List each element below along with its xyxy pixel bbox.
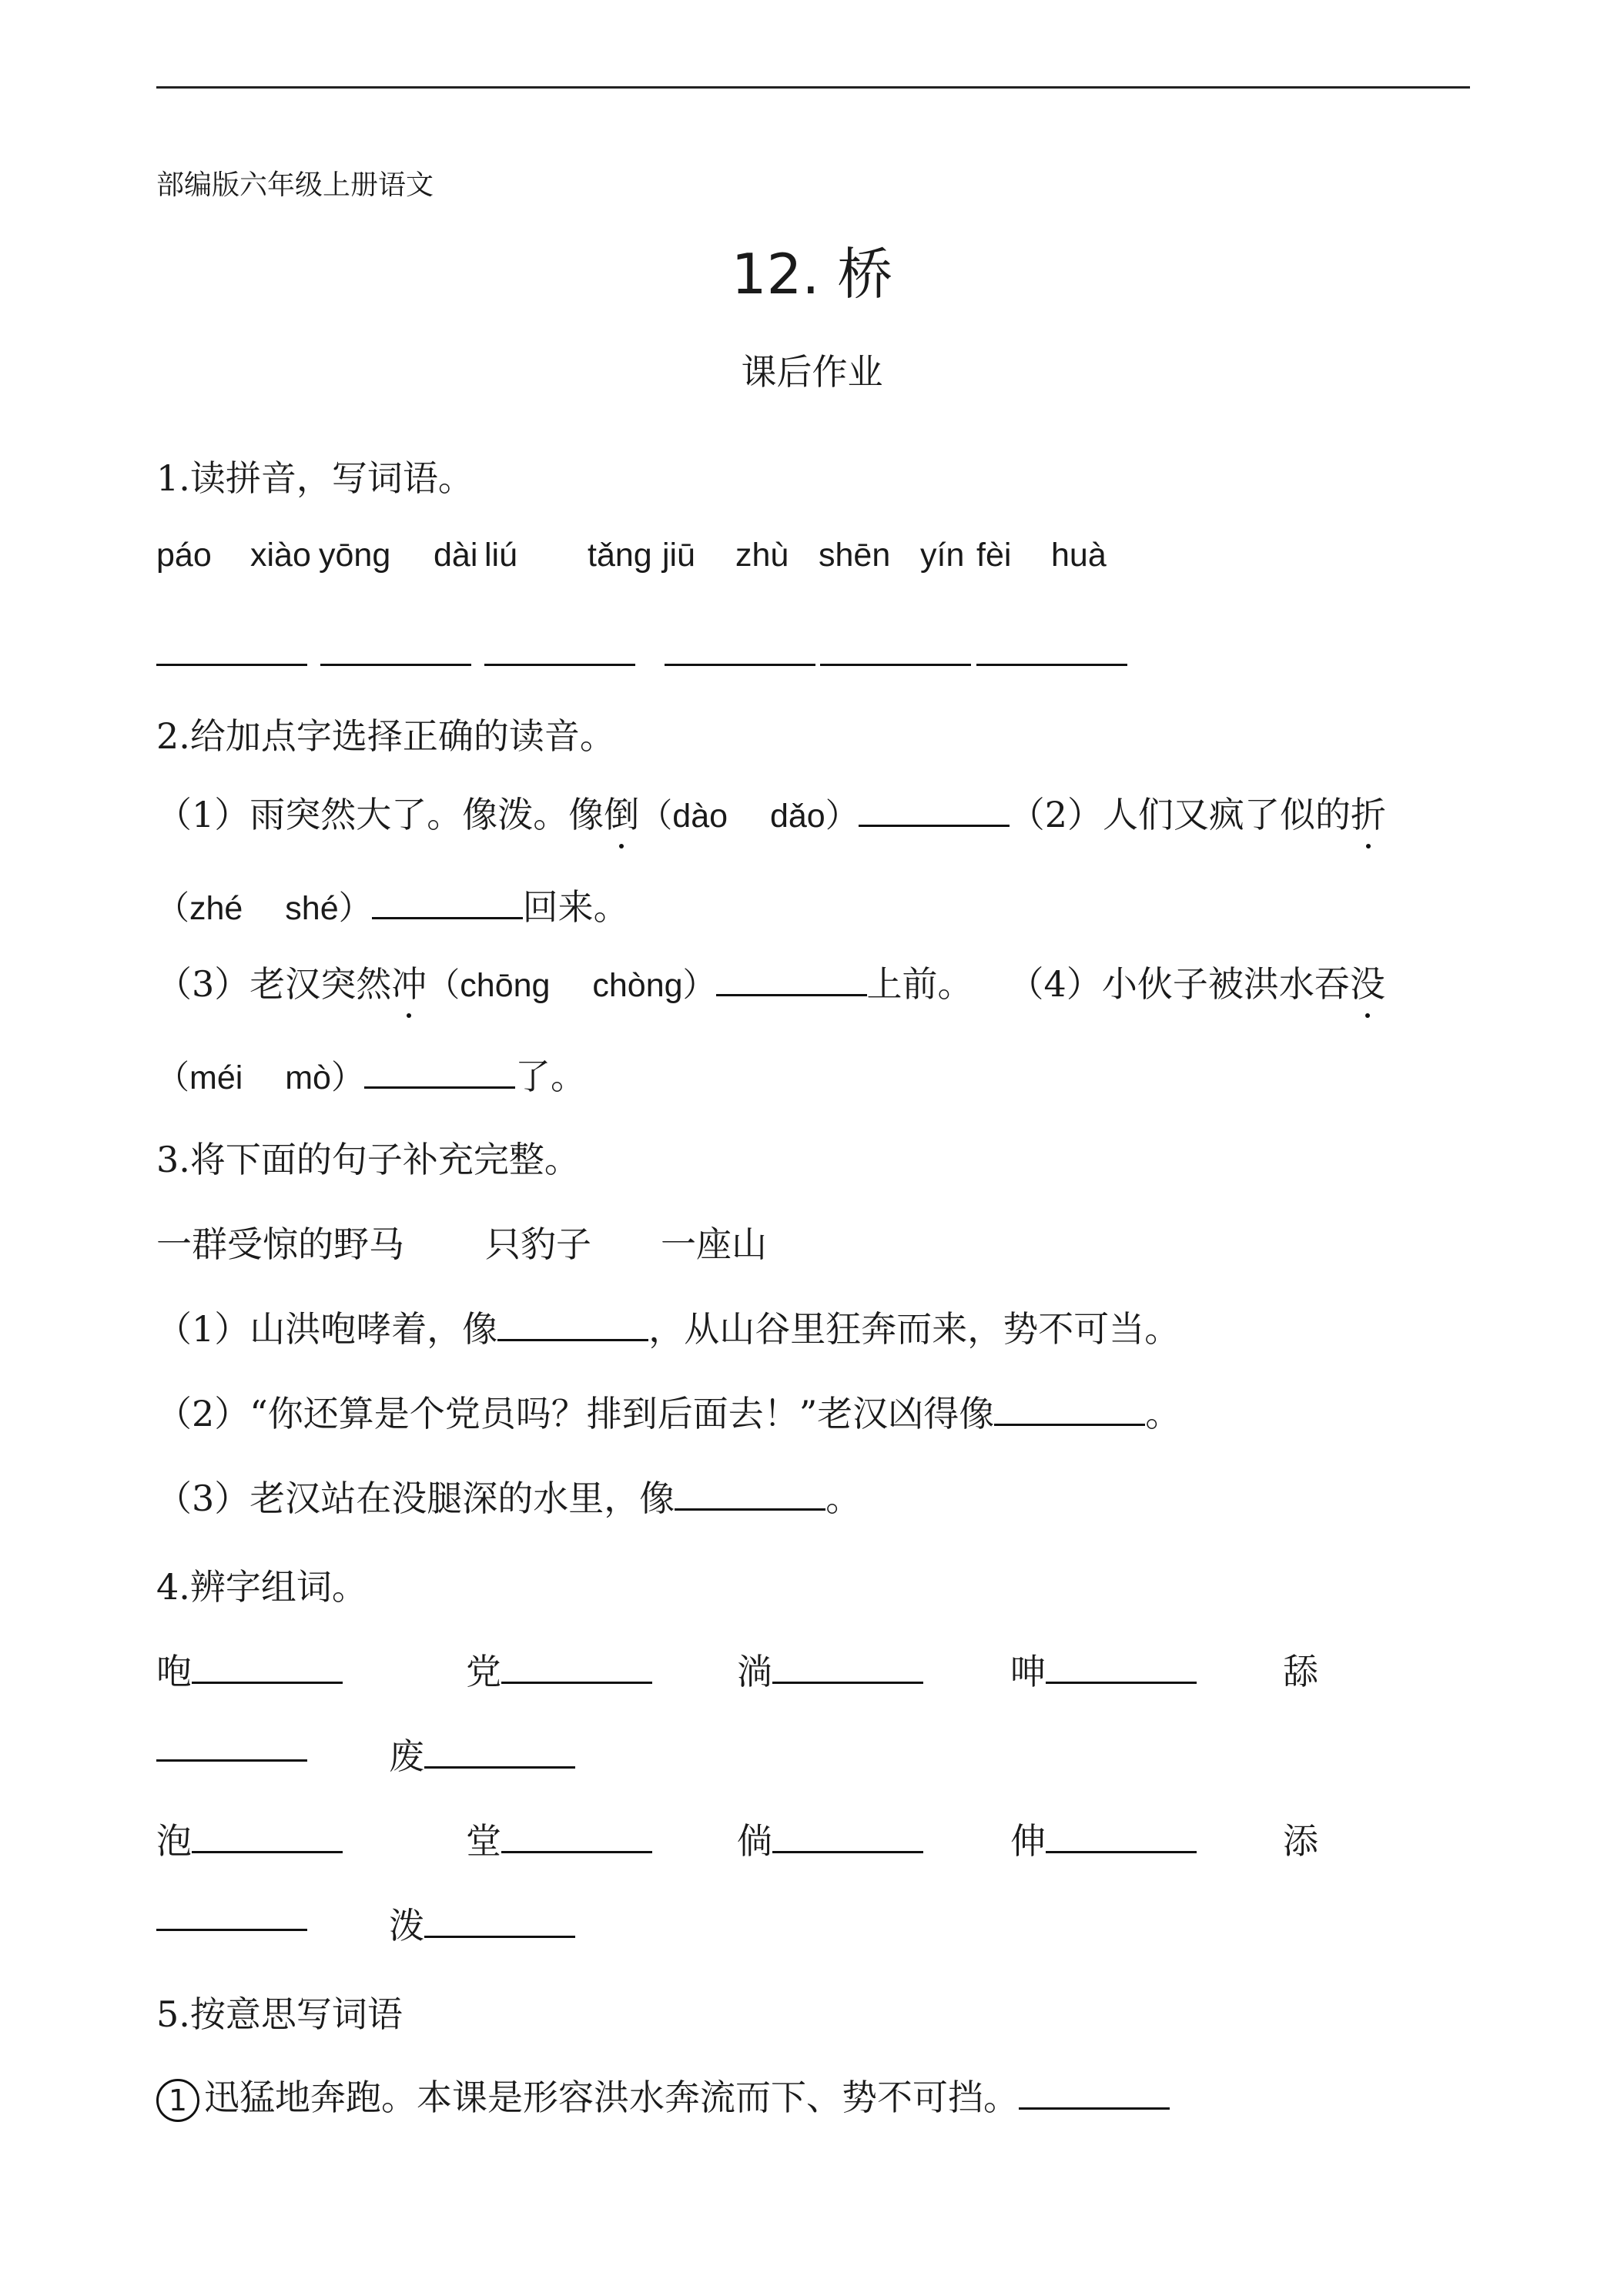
q4-item (389, 1729, 575, 1779)
answer-blank[interactable] (716, 968, 867, 996)
answer-blank[interactable] (320, 664, 471, 666)
answer-blank[interactable] (1046, 1655, 1197, 1684)
sentence-tail: ，从山谷里狂奔而来，势不可当。 (648, 1308, 1180, 1350)
answer-blank[interactable] (976, 664, 1127, 666)
answer-blank[interactable] (675, 1482, 825, 1511)
answer-blank[interactable] (994, 1397, 1145, 1426)
answer-blank[interactable] (156, 664, 307, 666)
choice: 一群受惊的野马 (156, 1223, 404, 1265)
sentence-tail: 。 (1145, 1393, 1181, 1434)
answer-blank[interactable] (484, 664, 635, 666)
q4-item (156, 1644, 343, 1695)
answer-blank[interactable] (192, 1655, 343, 1684)
q4-item (466, 1813, 652, 1864)
answer-blank[interactable] (372, 891, 523, 919)
q2-item-3-tail: 上前。 (866, 963, 973, 1005)
q4-item (737, 1644, 923, 1695)
pinyin: páo (156, 537, 212, 574)
answer-blank[interactable] (156, 1733, 307, 1762)
pinyin: xiào (250, 537, 311, 574)
sentence-tail: 。 (825, 1478, 862, 1519)
answer-blank[interactable] (859, 798, 1010, 827)
answer-blank[interactable] (1046, 1825, 1197, 1853)
answer-blank[interactable] (364, 1060, 515, 1089)
answer-blank[interactable] (1019, 2081, 1170, 2110)
char: 咆 (156, 1651, 192, 1692)
sentence-text: （2）“你还算是个党员吗？排到后面去！”老汉凶得像 (156, 1393, 995, 1434)
char: 淌 (737, 1651, 772, 1692)
pinyin: yōng (319, 537, 391, 574)
q5-heading: 5.按意思写词语 (156, 1993, 403, 2035)
answer-blank[interactable] (156, 1903, 307, 1931)
sentence-text: （3）老汉站在没腿深的水里，像 (156, 1478, 675, 1519)
q2-item-3 (156, 956, 1385, 1007)
q2-item-1-text: （1）雨突然大了。像泼。像 (156, 794, 604, 835)
pinyin: shēn (819, 537, 891, 574)
answer-blank[interactable] (772, 1655, 923, 1684)
q4-item (1010, 1644, 1197, 1695)
q5-item-text: 迅猛地奔跑。本课是形容洪水奔流而下、势不可挡。 (204, 2077, 1019, 2118)
page-title: 12. 桥 (731, 242, 893, 306)
q3-sentence-1 (156, 1301, 1180, 1352)
page-subtitle: 课后作业 (741, 351, 883, 393)
q2-item-3-text: （3）老汉突然 (156, 963, 392, 1005)
pinyin: liú (484, 537, 518, 574)
char: 废 (389, 1735, 424, 1777)
dotted-char: 折 (1351, 787, 1386, 838)
q3-sentence-2 (156, 1386, 1180, 1437)
q2-heading: 2.给加点字选择正确的读音。 (156, 715, 615, 757)
choice: 一座山 (661, 1223, 767, 1265)
pinyin: huà (1051, 537, 1107, 574)
pinyin: dài (434, 537, 478, 574)
answer-blank[interactable] (820, 664, 971, 666)
q2-item-1 (156, 787, 1386, 838)
char: 伸 (1010, 1820, 1046, 1862)
q2-item-4-cont (156, 1049, 586, 1099)
q4-item (156, 1813, 343, 1864)
reading-options: （zhé shé） (156, 890, 372, 927)
q4-item (466, 1644, 652, 1695)
q4-item (156, 1729, 307, 1770)
answer-blank[interactable] (501, 1655, 652, 1684)
answer-blank[interactable] (497, 1313, 648, 1341)
dotted-char: 冲 (391, 956, 427, 1007)
char: 添 (1283, 1820, 1318, 1862)
answer-blank[interactable] (772, 1825, 923, 1853)
char: 呻 (1010, 1651, 1046, 1692)
dotted-char: 倒 (604, 787, 639, 838)
answer-blank[interactable] (501, 1825, 652, 1853)
q4-item (156, 1898, 307, 1940)
char: 泡 (156, 1820, 192, 1862)
choice: 只豹子 (485, 1223, 591, 1265)
answer-blank[interactable] (665, 664, 815, 666)
pinyin: fèi (976, 537, 1012, 574)
pinyin: jiū (662, 537, 696, 574)
answer-blank[interactable] (192, 1825, 343, 1853)
q2-item-2-cont (156, 879, 629, 930)
top-rule (156, 86, 1470, 89)
pinyin: tǎng (588, 537, 652, 574)
circled-number: 1 (156, 2079, 199, 2122)
char: 舔 (1283, 1651, 1318, 1692)
answer-blank[interactable] (424, 1909, 575, 1938)
q3-sentence-3 (156, 1471, 861, 1521)
dotted-char: 没 (1350, 956, 1385, 1007)
reading-options: （dào dǎo） (639, 798, 859, 835)
char: 堂 (466, 1820, 501, 1862)
answer-blank[interactable] (424, 1740, 575, 1769)
q3-heading: 3.将下面的句子补充完整。 (156, 1139, 580, 1180)
q4-item (1010, 1813, 1197, 1864)
q4-item (389, 1898, 575, 1949)
sentence-text: （1）山洪咆哮着，像 (156, 1308, 498, 1350)
reading-options: （méi mò） (156, 1059, 364, 1096)
reading-options: （chōng chòng） (427, 967, 716, 1004)
q2-item-4-tail: 了。 (514, 1056, 586, 1097)
pinyin: yín (920, 537, 965, 574)
char: 倘 (737, 1820, 772, 1862)
header-subject: 部编版六年级上册语文 (156, 169, 434, 201)
pinyin: zhù (735, 537, 789, 574)
q2-item-2-text: （2）人们又疯了似的 (1009, 794, 1351, 835)
char: 党 (466, 1651, 501, 1692)
q5-item-1 (156, 2070, 1170, 2122)
char: 泼 (389, 1905, 424, 1946)
q4-heading: 4.辨字组词。 (156, 1566, 367, 1608)
q2-item-4-text: （4）小伙子被洪水吞 (1008, 963, 1350, 1005)
q4-item (737, 1813, 923, 1864)
q2-item-2-tail: 回来。 (522, 886, 629, 928)
q1-heading: 1.读拼音，写词语。 (156, 457, 474, 499)
